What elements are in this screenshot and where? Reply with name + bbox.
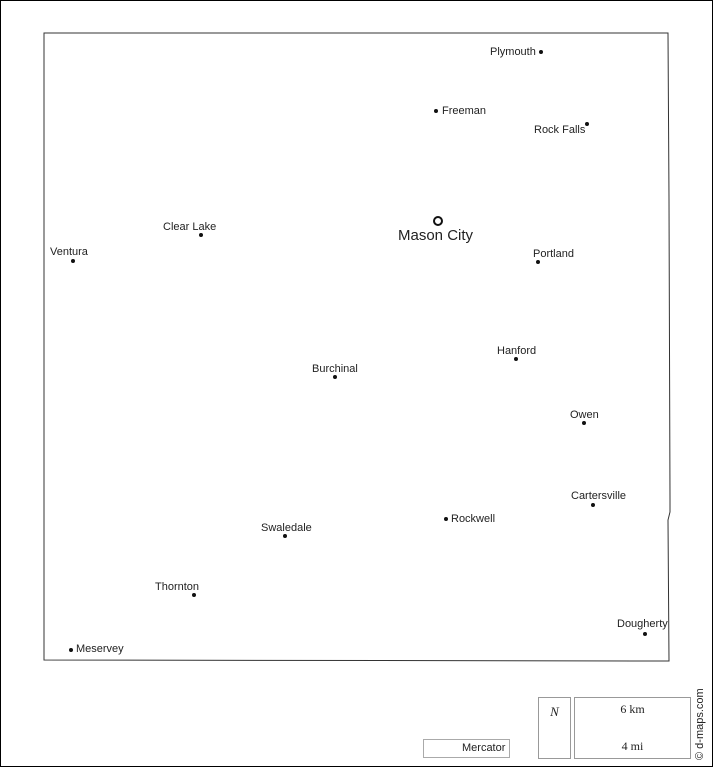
place-label-dougherty: Dougherty [617, 618, 668, 630]
place-marker-cartersville [591, 503, 595, 507]
projection-box [423, 739, 510, 758]
place-label-freeman: Freeman [442, 105, 487, 117]
place-marker-freeman [434, 109, 438, 113]
place-label-meservey: Meservey [76, 643, 124, 655]
place-label-portland: Portland [533, 248, 574, 260]
place-label-rockwell: Rockwell [451, 513, 496, 525]
place-label-plymouth: Plymouth [490, 46, 536, 58]
place-label-rock-falls: Rock Falls [534, 124, 586, 136]
place-label-hanford: Hanford [497, 345, 537, 357]
place-marker-dougherty [643, 632, 647, 636]
place-marker-rock-falls [585, 122, 589, 126]
scale-km-label: 6 km [620, 702, 645, 716]
place-marker-rockwell [444, 517, 448, 521]
north-label: N [550, 704, 559, 719]
place-label-clear-lake: Clear Lake [163, 221, 217, 233]
place-label-thornton: Thornton [155, 581, 200, 593]
scale-box [574, 697, 691, 759]
place-label-swaledale: Swaledale [261, 522, 312, 534]
place-label-owen: Owen [570, 409, 599, 421]
place-label-burchinal: Burchinal [312, 363, 358, 375]
north-arrow-box [538, 697, 571, 759]
credit-label: © d-maps.com [694, 688, 706, 760]
place-marker-plymouth [539, 50, 543, 54]
projection-label: Mercator [462, 742, 506, 754]
scale-mi-label: 4 mi [621, 739, 644, 753]
place-marker-ventura [71, 259, 75, 263]
place-marker-meservey [69, 648, 73, 652]
capital-label-mason-city: Mason City [398, 227, 474, 244]
capital-marker [433, 216, 443, 226]
place-label-cartersville: Cartersville [571, 490, 627, 502]
place-label-ventura: Ventura [50, 246, 88, 258]
